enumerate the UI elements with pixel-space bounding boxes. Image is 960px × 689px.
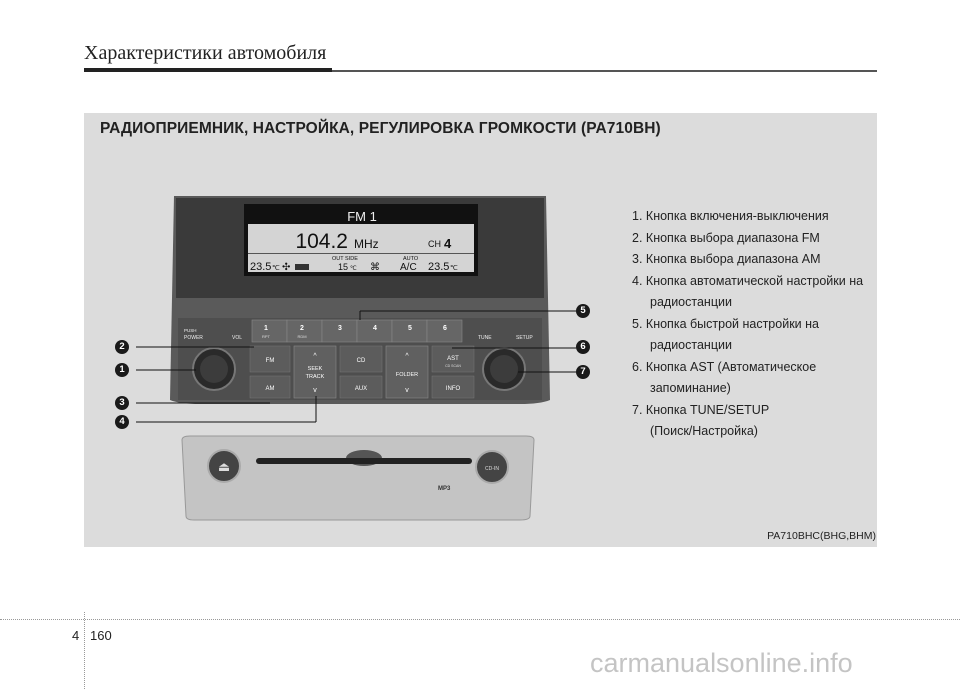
- callout-3: 3: [115, 396, 129, 410]
- fan-icon: ✣: [282, 262, 291, 273]
- lcd-temp-right: 23.5: [428, 261, 450, 273]
- info-button: INFO: [445, 386, 461, 392]
- lcd-temp-left: 23.5: [250, 261, 272, 273]
- lcd-channel: 4: [444, 236, 452, 251]
- page-title: Характеристики автомобиля: [84, 42, 327, 64]
- power-label: POWER: [184, 335, 203, 341]
- preset-4: 4: [373, 325, 377, 332]
- legend-item-3: 3. Кнопка выбора диапазона AM: [632, 252, 821, 266]
- preset-2: 2: [300, 325, 304, 332]
- cd-button: CD: [356, 358, 366, 364]
- eject-icon: ⏏: [217, 459, 231, 474]
- legend-list: [618, 206, 868, 443]
- callout-5: 5: [576, 304, 590, 318]
- callout-1: 1: [115, 363, 129, 377]
- lcd-channel-label: CH: [428, 239, 441, 249]
- radio-illustration: [100, 190, 600, 530]
- preset-5: 5: [408, 325, 412, 332]
- svg-text:RDM: RDM: [297, 334, 307, 339]
- cd-slot: [256, 458, 472, 464]
- vol-label: VOL: [232, 335, 243, 341]
- legend-item-7: 7. Кнопка TUNE/SETUP (Поиск/Настройка): [632, 402, 770, 438]
- chapter-number: 4: [72, 628, 80, 643]
- svg-text:CD-IN: CD-IN: [485, 466, 499, 472]
- legend-item-5: 5. Кнопка быстрой настройки на радиостанции: [632, 316, 819, 352]
- fan-level-bar: [295, 264, 309, 270]
- figure-code: PA710BHC(BHG,BHM): [767, 530, 876, 542]
- svg-text:v: v: [313, 387, 317, 394]
- legend-item-2: 2. Кнопка выбора диапазона FM: [632, 230, 820, 245]
- preset-row: [252, 320, 462, 342]
- lcd-unit: MHz: [354, 237, 379, 251]
- title-rule: [84, 68, 332, 72]
- section-heading: РАДИОПРИЕМНИК, НАСТРОЙКА, РЕГУЛИРОВКА ГРОМКОСТИ (PA710BH): [100, 120, 661, 137]
- track-label: TRACK: [305, 374, 325, 380]
- seek-label: SEEK: [307, 366, 323, 372]
- tune-label: TUNE: [478, 335, 492, 341]
- lcd-ac-label: A/C: [400, 262, 417, 273]
- page-number: 160: [90, 628, 112, 643]
- lcd-outside-temp: 15: [338, 262, 349, 272]
- folder-label: FOLDER: [395, 372, 419, 378]
- footer-rule: [0, 619, 960, 621]
- title-rule-thin: [332, 70, 877, 72]
- svg-text:℃: ℃: [450, 265, 458, 272]
- preset-1: 1: [264, 325, 268, 332]
- lcd-temp-unit-left: ℃: [272, 265, 280, 272]
- push-label: PUSH: [184, 328, 197, 333]
- svg-text:RPT: RPT: [262, 334, 270, 339]
- svg-text:v: v: [405, 387, 409, 394]
- fm-button: FM: [265, 358, 275, 364]
- lcd-band: FM 1: [347, 209, 377, 224]
- aux-button: AUX: [354, 386, 368, 392]
- lcd-frequency: 104.2: [295, 230, 348, 253]
- am-button: AM: [265, 386, 275, 392]
- svg-text:^: ^: [313, 353, 317, 360]
- svg-text:^: ^: [405, 353, 409, 360]
- callout-6: 6: [576, 340, 590, 354]
- callout-4: 4: [115, 415, 129, 429]
- preset-6: 6: [443, 325, 447, 332]
- ast-button: AST: [447, 356, 459, 362]
- lcd-auto-label: AUTO: [403, 256, 419, 262]
- mp3-logo: MP3: [438, 486, 451, 492]
- watermark: carmanualsonline.info: [590, 648, 853, 678]
- legend-item-4: 4. Кнопка автоматической настройки на радиостанции: [632, 273, 864, 309]
- legend-item-1: 1. Кнопка включения-выключения: [632, 209, 829, 223]
- callout-2: 2: [115, 340, 129, 354]
- lcd-outside-label: OUT SIDE: [332, 256, 358, 262]
- svg-text:℃: ℃: [350, 266, 357, 272]
- setup-label: SETUP: [516, 335, 533, 341]
- airflow-icon: ⌘: [370, 262, 380, 273]
- callout-7: 7: [576, 365, 590, 379]
- footer-divider: [84, 612, 86, 689]
- legend-item-6: 6. Кнопка AST (Автоматическое запоминание): [632, 359, 817, 395]
- preset-3: 3: [338, 325, 342, 332]
- svg-text:CD SCAN: CD SCAN: [445, 364, 461, 368]
